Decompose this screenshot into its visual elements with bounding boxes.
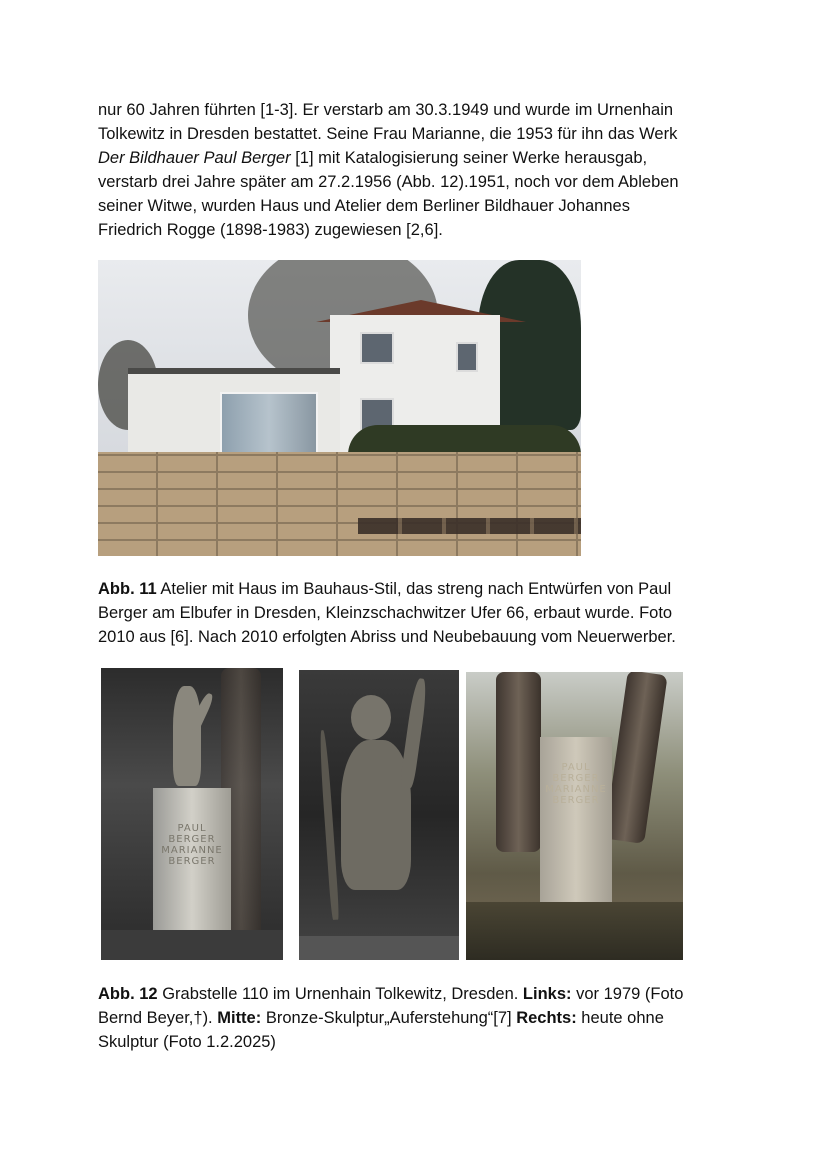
intro-line: nur 60 Jahren führten [1-3]. Er verstarb am 30.3.1949 und wurde im Urnenhain (98, 101, 674, 119)
intro-paragraph (98, 98, 738, 242)
figure-label: Abb. 11 (98, 580, 157, 598)
intro-line: verstarb drei Jahre später am 27.2.1956 (Abb. 12).1951, noch vor dem Ableben (98, 173, 679, 191)
figure-11-caption: Abb. 11 Atelier mit Haus im Bauhaus-Stil, das streng nach Entwürfen von Paul Berger am Elbufer in Dresden, Kleinzschachwitzer Ufer 66, erbaut wurde. Foto 2010 aus [6]. Nach 2010 erfolgten Abriss und Neubebauung vom Neuerwerber. (98, 580, 676, 646)
engraving: PAUL BERGER MARIANNE BERGER (161, 823, 223, 867)
book-title: Der Bildhauer Paul Berger (98, 149, 291, 167)
engraving: PAUL BERGER MARIANNE BERGER (545, 762, 607, 806)
house-atelier-photo (98, 260, 581, 556)
intro-line: seiner Witwe, wurden Haus und Atelier dem Berliner Bildhauer Johannes (98, 197, 630, 215)
intro-line: Friedrich Rogge (1898-1983) zugewiesen [2,6]. (98, 221, 443, 239)
intro-line: Der Bildhauer Paul Berger [1] mit Katalogisierung seiner Werke herausgab, (98, 149, 648, 167)
bronze-sculpture-photo (299, 670, 459, 960)
grave-photo-before-1979 (101, 668, 283, 960)
figure-label: Abb. 12 (98, 985, 158, 1003)
intro-line: Tolkewitz in Dresden bestattet. Seine Frau Marianne, die 1953 für ihn das Werk (98, 125, 678, 143)
figure-12-caption: Abb. 12 Grabstelle 110 im Urnenhain Tolkewitz, Dresden. Links: vor 1979 (Foto Bernd Beyer,†). Mitte: Bronze-Skulptur„Auferstehung“[7] Rechts: heute ohne Skulptur (Foto 1.2.2025) (98, 985, 684, 1051)
grave-photo-2025 (466, 672, 683, 960)
